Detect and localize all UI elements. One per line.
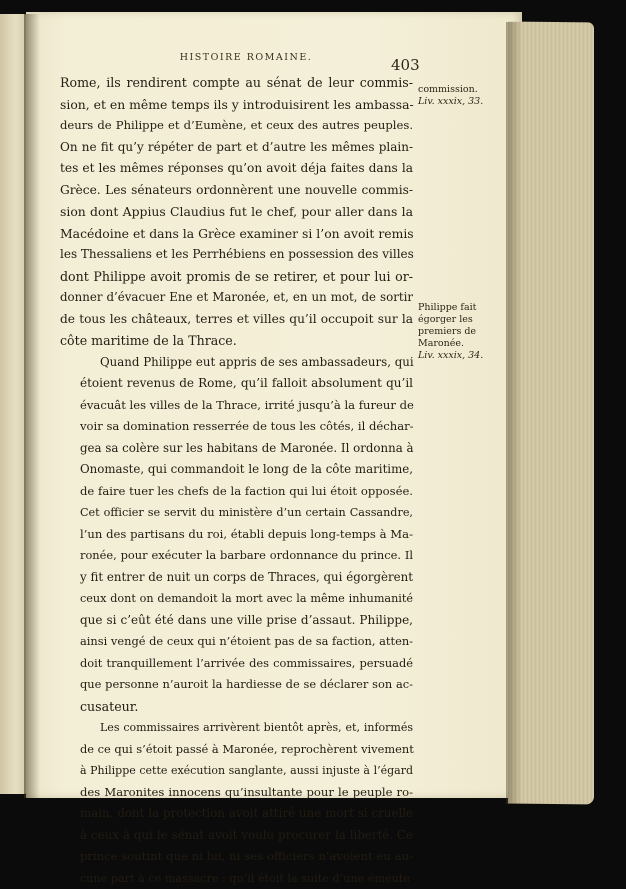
text-line: prince soutint que ni lui, ni ses officiers n’avoient eu au- (60, 846, 413, 868)
text-line: à Philippe cette exécution sanglante, aussi injuste à l’égard (60, 760, 413, 782)
text-line: côte maritime de la Thrace. (60, 330, 413, 352)
page-number: 403 (391, 56, 420, 74)
text-line: de tous les châteaux, terres et villes qu’il occupoit sur la (60, 309, 413, 331)
text-line: de faire tuer les chefs de la faction qui lui étoit opposée. (60, 481, 413, 503)
margin-note (418, 302, 488, 362)
gutter-shadow (24, 14, 40, 798)
text-line: On ne fit qu’y répéter de part et d’autre les mêmes plain- (60, 137, 413, 159)
text-line: main, dont la protection avoit attiré une mort si cruelle (60, 803, 413, 825)
text-line: les Thessaliens et les Perrhébiens en possession des villes (60, 244, 413, 266)
text-line: Cet officier se servit du ministère d’un certain Cassandre, (60, 502, 413, 524)
paragraph (60, 717, 413, 889)
margin-note-reference: Liv. xxxix, 34. (418, 350, 488, 362)
text-line: étoient revenus de Rome, qu’il falloit absolument qu’il (60, 373, 413, 395)
body-text (60, 72, 413, 889)
running-head: HISTOIRE ROMAINE. (166, 52, 326, 63)
paragraph (60, 352, 413, 718)
margin-note (418, 84, 488, 108)
text-line: sion, et en même temps ils y introduisirent les ambassa- (60, 94, 413, 116)
text-line: de ce qui s’étoit passé à Maronée, reprochèrent vivement (60, 739, 413, 761)
text-line: Onomaste, qui commandoit le long de la côte maritime, (60, 459, 413, 481)
paragraph (60, 72, 413, 352)
text-line: ronée, pour exécuter la barbare ordonnance du prince. Il (60, 545, 413, 567)
text-line: ainsi vengé de ceux qui n’étoient pas de sa faction, atten- (60, 631, 413, 653)
text-line: doit tranquillement l’arrivée des commissaires, persuadé (60, 653, 413, 675)
text-line: Quand Philippe eut appris de ses ambassadeurs, qui (60, 352, 413, 374)
text-line: évacuât les villes de la Thrace, irrité jusqu’à la fureur de (60, 395, 413, 417)
page-block-shadow (506, 22, 522, 804)
text-line: cune part à ce massacre : qu’il étoit la suite d’une émeute (60, 868, 413, 889)
text-line: dont Philippe avoit promis de se retirer, et pour lui or- (60, 266, 413, 288)
margin-note-text: Philippe fait égorger les premiers de Maronée. (418, 302, 488, 350)
text-line: tes et les mêmes réponses qu’on avoit déja faites dans la (60, 158, 413, 180)
text-line: l’un des partisans du roi, établi depuis long-temps à Ma- (60, 524, 413, 546)
text-line: que si c’eût été dans une ville prise d’assaut. Philippe, (60, 610, 413, 632)
text-line: cusateur. (60, 696, 413, 718)
text-line: gea sa colère sur les habitans de Maronée. Il ordonna à (60, 438, 413, 460)
text-line: Grèce. Les sénateurs ordonnèrent une nouvelle commis- (60, 180, 413, 202)
text-line: Macédoine et dans la Grèce examiner si l’on avoit remis (60, 223, 413, 245)
margin-note-reference: Liv. xxxix, 33. (418, 96, 488, 108)
text-line: ceux dont on demandoit la mort avec la même inhumanité (60, 588, 413, 610)
text-line: voir sa domination resserrée de tous les côtés, il déchar- (60, 416, 413, 438)
text-line: deurs de Philippe et d’Eumène, et ceux des autres peuples. (60, 115, 413, 137)
text-line: sion dont Appius Claudius fut le chef, pour aller dans la (60, 201, 413, 223)
text-line: que personne n’auroit la hardiesse de se déclarer son ac- (60, 674, 413, 696)
text-line: Rome, ils rendirent compte au sénat de leur commis- (60, 72, 413, 94)
text-line: à ceux à qui le sénat avoit voulu procurer la liberté. Ce (60, 825, 413, 847)
text-line: des Maronites innocens qu’insultante pour le peuple ro- (60, 782, 413, 804)
text-line: donner d’évacuer Ene et Maronée, et, en un mot, de sortir (60, 287, 413, 309)
margin-note-text: commission. (418, 84, 488, 96)
text-line: Les commissaires arrivèrent bientôt après, et, informés (60, 717, 413, 739)
text-line: y fit entrer de nuit un corps de Thraces, qui égorgèrent (60, 567, 413, 589)
